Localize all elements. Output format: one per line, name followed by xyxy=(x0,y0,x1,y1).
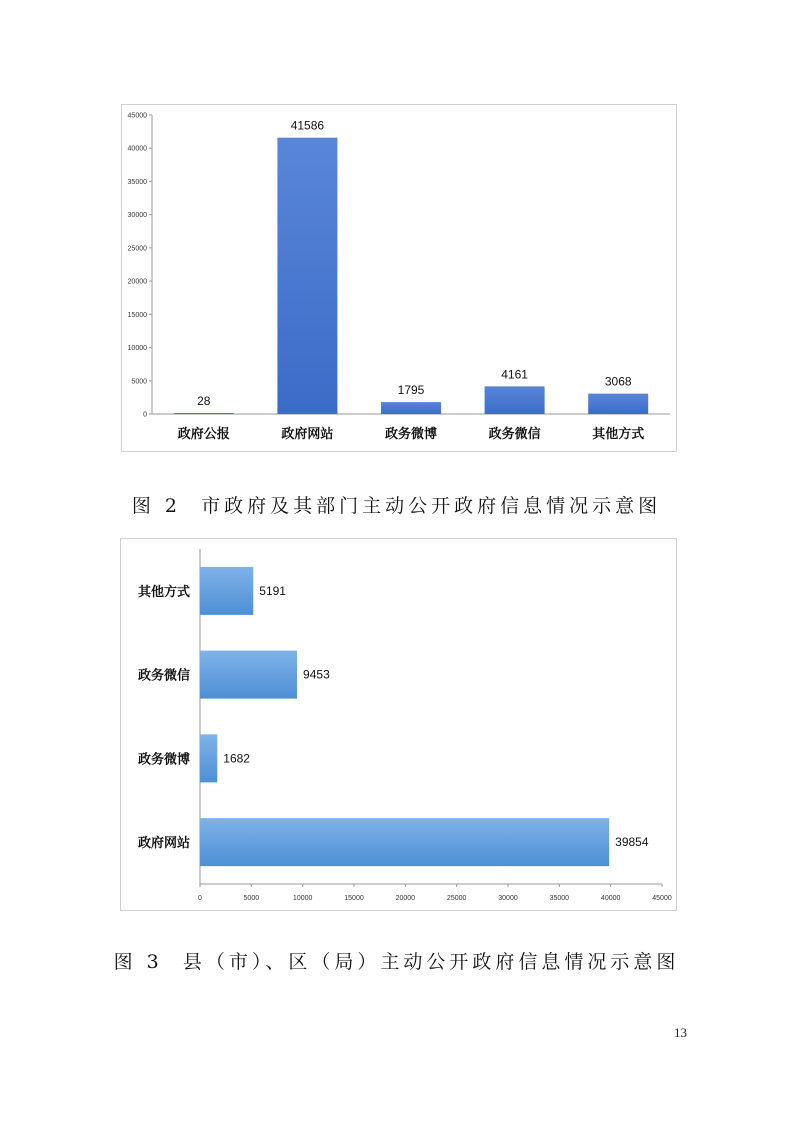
bar xyxy=(200,818,609,866)
x-tick-label: 45000 xyxy=(652,895,672,902)
category-label: 政府网站 xyxy=(281,427,334,442)
data-label: 3068 xyxy=(604,374,632,389)
bar xyxy=(381,402,441,414)
page-number: 13 xyxy=(674,1025,687,1040)
data-label: 5191 xyxy=(259,583,286,598)
y-tick-label: 0 xyxy=(143,411,147,419)
y-tick-label: 45000 xyxy=(127,112,147,120)
vertical-bar-chart xyxy=(122,105,676,451)
x-tick-label: 10000 xyxy=(292,895,313,902)
y-tick-label: 25000 xyxy=(127,245,147,253)
x-tick-label: 15000 xyxy=(344,895,364,902)
data-label: 4161 xyxy=(501,367,528,382)
category-label: 政务微信 xyxy=(488,427,541,442)
category-label: 政府公报 xyxy=(177,427,230,442)
chart-figure-2 xyxy=(121,104,677,452)
category-label: 政务微信 xyxy=(137,668,190,684)
data-label: 1682 xyxy=(223,751,250,766)
chart-figure-3 xyxy=(120,538,677,911)
bar xyxy=(200,651,297,699)
figure-3-caption: 图 3 县（市）、区（局）主动公开政府信息情况示意图 xyxy=(113,951,680,973)
y-tick-label: 35000 xyxy=(127,178,147,186)
x-tick-label: 20000 xyxy=(395,895,416,902)
y-tick-label: 20000 xyxy=(127,278,147,286)
data-label: 9453 xyxy=(303,667,330,682)
x-tick-label: 0 xyxy=(198,895,202,902)
bar xyxy=(588,394,648,414)
x-tick-label: 5000 xyxy=(243,895,260,902)
category-label: 政府网站 xyxy=(137,836,190,852)
y-tick-label: 10000 xyxy=(127,345,147,353)
data-label: 1795 xyxy=(397,383,425,398)
data-label: 28 xyxy=(197,394,211,408)
bar xyxy=(277,138,337,414)
y-tick-label: 40000 xyxy=(127,145,147,153)
category-label: 其他方式 xyxy=(137,584,190,600)
figure-2-caption: 图 2 市政府及其部门主动公开政府信息情况示意图 xyxy=(131,495,662,517)
x-tick-label: 40000 xyxy=(600,895,621,902)
y-tick-label: 15000 xyxy=(127,311,147,319)
horizontal-bar-chart xyxy=(121,539,676,910)
bar xyxy=(485,386,545,414)
x-tick-label: 30000 xyxy=(498,895,518,902)
data-label: 39854 xyxy=(615,835,649,850)
bar xyxy=(200,734,217,782)
y-tick-label: 30000 xyxy=(127,212,147,220)
category-label: 政务微博 xyxy=(384,427,438,442)
x-tick-label: 35000 xyxy=(549,895,570,902)
bar xyxy=(200,567,253,615)
category-label: 其他方式 xyxy=(592,427,645,442)
x-tick-label: 25000 xyxy=(446,895,467,902)
category-label: 政务微博 xyxy=(137,752,190,768)
bar xyxy=(174,413,234,414)
data-label: 41586 xyxy=(290,118,325,133)
y-tick-label: 5000 xyxy=(131,378,147,386)
